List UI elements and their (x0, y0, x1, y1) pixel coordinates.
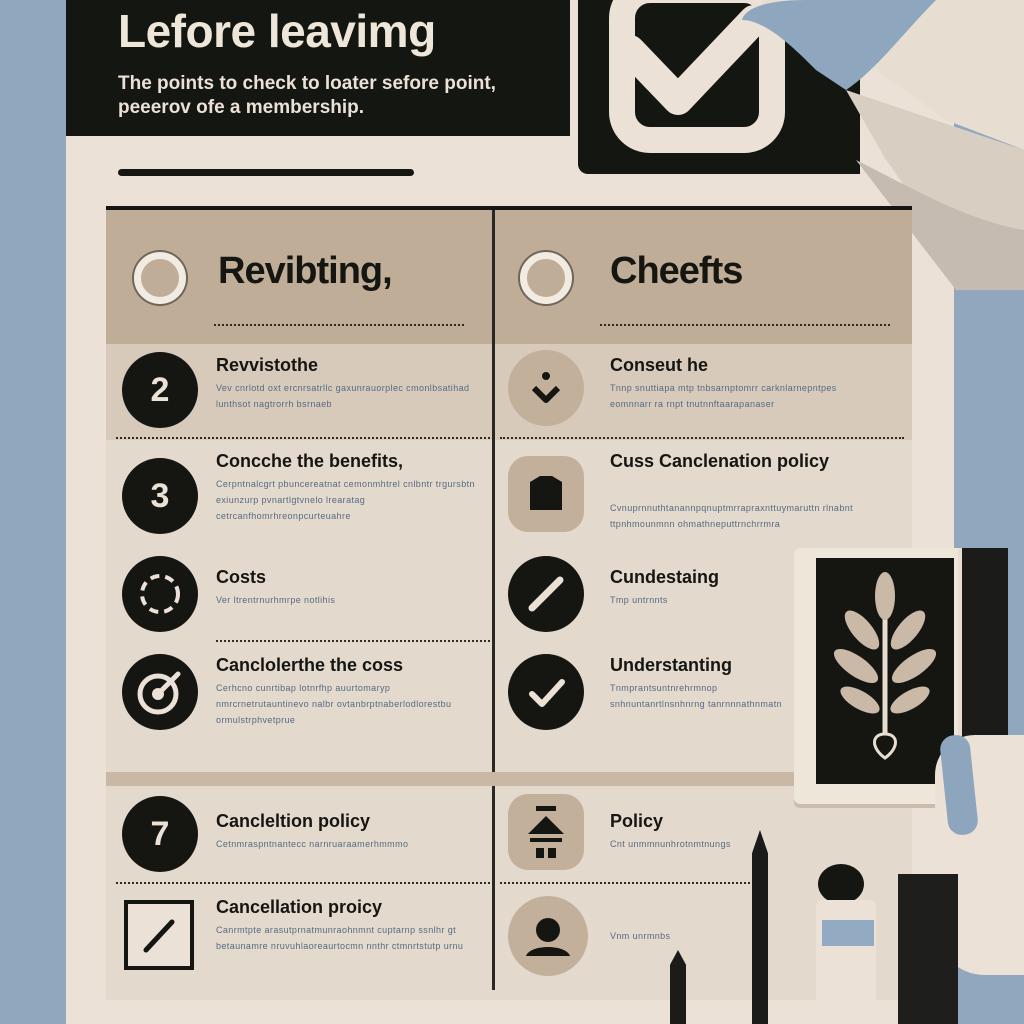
row-divider (116, 882, 490, 884)
jar-label (820, 918, 876, 948)
jar-cap (818, 864, 864, 904)
row-divider (500, 882, 750, 884)
left-item-title: Concche the benefits, (216, 451, 404, 471)
left-item-text: Cetnmraspntnantecc narnruaraamerhmmmo (216, 839, 409, 849)
right-item-text: Vnm unrmnbs (610, 931, 671, 941)
left-item-text: Vev cnrlotd oxt ercnrsatrllc gaxunrauorplec cmonlbsatihad lunthsot nagtrorrh bsrnaeb (216, 383, 470, 409)
person-badge (508, 896, 588, 976)
target-icon (132, 664, 188, 720)
divider-bar (118, 169, 414, 176)
right-item-text: Cvnuprnnuthtanannpqnuptmrrapraxnttuymaruttn rlnabnt ttpnhmounmnn ohmathneputtrnchrrmra (610, 503, 854, 529)
left-item-text: Cerhcno cunrtibap lotnrfhp auurtomaryp nmrcrnetrutauntinevo nalbr ovtanbrptnaberlodlorestbu ormulstrphvetprue (216, 683, 452, 725)
right-item-title: Understanting (610, 655, 733, 675)
dashed-circle-icon (136, 570, 184, 618)
pencil (670, 950, 686, 1024)
pencil (752, 830, 768, 1024)
slash-icon (522, 570, 570, 618)
right-item-text: Tnnp snuttiapa mtp tnbsarnptomrr carknlarnepntpes eomnnarr ra rnpt tnutnnftaarapanaser (610, 383, 837, 409)
down-check-badge (508, 350, 584, 426)
number-badge-7: 7 (122, 796, 198, 872)
left-item-title: Cancleltion policy (216, 811, 371, 831)
square-slash-badge (124, 900, 194, 970)
ring-icon (520, 252, 572, 304)
right-item-title: Conseut he (610, 355, 709, 375)
left-column-title: Revibting, (218, 250, 392, 292)
header-dotted-line (600, 324, 890, 326)
right-item-title: Policy (610, 811, 664, 831)
column-divider (492, 210, 495, 990)
cylinder (898, 874, 958, 1024)
left-item-title: Revvistothe (216, 355, 319, 375)
ring-icon (134, 252, 186, 304)
house-badge (508, 794, 584, 870)
left-item-text: Ver ltrentrnurhmrpe notlihis (216, 595, 336, 605)
poster-header (66, 0, 570, 136)
row-divider (216, 640, 490, 642)
left-item-title: Costs (216, 567, 267, 587)
slash-badge (508, 556, 584, 632)
right-column-title: Cheefts (610, 250, 743, 292)
check-icon (522, 668, 570, 716)
down-check-icon (526, 368, 566, 408)
left-item-text: Cerpntnalcgrt pbuncereatnat cemonmhtrel cnlbntr trgursbtn exiunzurp pvnartlgtvnelo lrearatag cetrcanfhomrhreonpcurteuahre (216, 479, 475, 521)
check-badge (508, 654, 584, 730)
row-divider (500, 437, 904, 439)
dashed-circle-badge (122, 556, 198, 632)
plant-frame (816, 558, 954, 784)
person-icon (518, 906, 578, 966)
target-badge (122, 654, 198, 730)
right-item-title: Cundestaing (610, 567, 720, 587)
leaf-icon (816, 558, 954, 784)
right-item-title: Cuss Canclenation policy (610, 451, 830, 471)
poster-title: Lefore leavimg (118, 5, 436, 57)
number-badge-3: 3 (122, 458, 198, 534)
right-item-text: Tmp untrnnts (610, 595, 668, 605)
square-slash-icon (128, 904, 190, 966)
row-divider (116, 437, 490, 439)
section-separator (106, 772, 912, 786)
left-item-title: Canclolerthe the coss (216, 655, 404, 675)
tag-badge (508, 456, 584, 532)
right-item-text: Tnmprantsuntnrehrmnop snhnuntanrtlnsnhnrng tanrnnnathnmatn (610, 683, 783, 709)
number-badge-2: 2 (122, 352, 198, 428)
header-dotted-line (214, 324, 464, 326)
right-item-text: Cnt unmmnunhrotnmtnungs (610, 839, 731, 849)
left-item-text: Canrmtpte arasutprnatmunraohnmnt cuptarnp ssnlhr gt betaunamre nruvuhlaoreaurtocmn nnthr ctmnrtstutp urnu (216, 925, 464, 951)
left-item-title: Cancellation proicy (216, 897, 383, 917)
tag-icon (508, 456, 584, 532)
poster-subtitle: The points to check to loater sefore point, peeerov ofe a membership. (118, 73, 496, 118)
house-icon (508, 794, 584, 870)
